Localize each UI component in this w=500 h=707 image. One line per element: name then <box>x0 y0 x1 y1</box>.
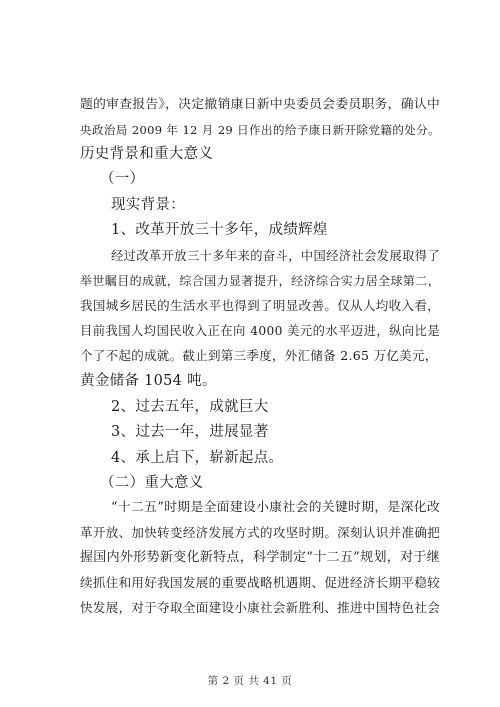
list-item: 1、改革开放三十多年，成绩辉煌 <box>111 222 328 238</box>
body-text-line: 个了不起的成就。截止到第三季度，外汇储备 2.65 万亿美元， <box>80 348 438 363</box>
subsection-label: 现实背景： <box>111 197 185 213</box>
list-item: 4、承上启下，崭新起点。 <box>111 450 284 466</box>
page-number-footer: 第 2 页 共 41 页 <box>207 675 293 687</box>
body-text-line: 央政治局 2009 年 12 月 29 日作出的给予康日新开除党籍的处分。 <box>80 123 440 137</box>
body-text-line: 续抓住和用好我国发展的重要战略机遇期、促进经济长期平稳较 <box>80 575 440 590</box>
body-text-line: 题的审查报告》，决定撤销康日新中央委员会委员职务，确认中 <box>80 97 440 112</box>
section-heading: 历史背景和重大意义 <box>80 146 214 162</box>
body-text-line: 握国内外形势新变化新特点，科学制定“十二五”规划，对于继 <box>80 550 440 565</box>
body-text-line: 目前我国人均国民收入正在向 4000 美元的水平迈进，纵向比是 <box>80 324 440 338</box>
list-item: 3、过去一年，进展显著 <box>111 424 269 440</box>
body-text-line: 快发展，对于夺取全面建设小康社会新胜利、推进中国特色社会 <box>80 600 440 615</box>
body-text-line: 经过改革开放三十多年来的奋斗，中国经济社会发展取得了 <box>111 249 440 263</box>
body-text-line: 革开放、加快转变经济发展方式的攻坚时期。深刻认识并准确把 <box>80 525 440 540</box>
body-text-line: 我国城乡居民的生活水平也得到了明显改善。仅从人均收入看， <box>80 298 440 313</box>
body-text-line: 黄金储备 1054 吨。 <box>80 373 217 389</box>
list-item: 2、过去五年，成就巨大 <box>111 399 269 415</box>
body-text-line: “十二五”时期是全面建设小康社会的关键时期，是深化改 <box>111 500 440 515</box>
subsection-heading: （一） <box>100 171 145 187</box>
body-text-line: 举世瞩目的成就，综合国力显著提升，经济综合实力居全球第二， <box>80 274 440 288</box>
subsection-heading: （二）重大意义 <box>100 475 204 491</box>
